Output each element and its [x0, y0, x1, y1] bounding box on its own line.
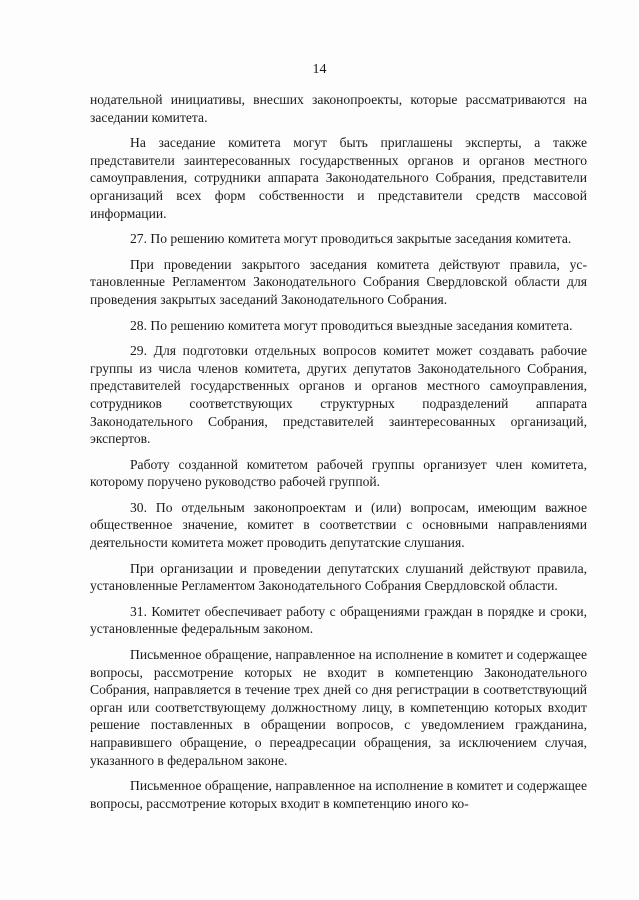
- paragraph-hearings-rules: При организации и проведении депутатских слушаний действуют правила, установленные Регламентом Законодательного Собрания Свердловской области.: [90, 560, 587, 594]
- paragraph-item-30: 30. По отдельным законопроектам и (или) вопросам, имеющим важное общественное значение, комитет в соответствии с основными направлениями деятельности комитета может проводить депутатские слушания.: [90, 499, 587, 551]
- paragraph-continuation: нодательной инициативы, внесших законопроекты, которые рассматриваются на заседании комитета.: [90, 92, 587, 125]
- paragraph-item-28: 28. По решению комитета могут проводиться выездные заседания комитета.: [130, 317, 573, 333]
- paragraph-item-29: 29. Для подготовки отдельных вопросов комитет может создавать рабочие группы из числа членов комитета, других депутатов Законодательного Собрания, представителей государственных органов и органов местного самоуправления, сотрудников соответствующих структурных подразделений аппарата Законодательного Собрания, представителей заинтересованных организаций, экспертов.: [90, 343, 587, 447]
- document-body: [90, 91, 587, 820]
- paragraph-item-31: 31. Комитет обеспечивает работу с обращениями граждан в порядке и сроки, установленные федеральным законом.: [90, 603, 587, 637]
- page-number: 14: [312, 62, 327, 77]
- paragraph-working-group-lead: Работу созданной комитетом рабочей группы организует член комитета, которому поручено руководство рабочей группой.: [90, 456, 587, 490]
- paragraph-other-authority-appeals: Письменное обращение, направленное на исполнение в комитет и содержащее вопросы, рассмотрение которых входит в компетенцию иного ко-: [90, 778, 587, 811]
- paragraph-redirected-appeals: Письменное обращение, направленное на исполнение в комитет и содержащее вопросы, рассмотрение которых не входит в компетенцию Законодательного Собрания, направляется в течение трех дней со дня регистрации в соответствующий орган или соответствующему должностному лицу, в компетенцию которых входит решение поставленных в обращении вопросов, с уведомлением гражданина, направившего обращение, о переадресации обращения, за исключением случая, указанного в федеральном законе.: [90, 647, 587, 768]
- paragraph-closed-session-rules: При проведении закрытого заседания комитета действуют правила, установленные Регламентом Законодательного Собрания Свердловской области для проведения закрытых заседаний Законодательного Собрания.: [90, 256, 587, 307]
- paragraph-item-27: 27. По решению комитета могут проводиться закрытые заседания комитета.: [130, 231, 572, 247]
- paragraph-invited-participants: На заседание комитета могут быть приглашены эксперты, а также представители заинтересованных государственных органов и органов местного самоуправления, сотрудники аппарата Законодательного Собрания, представители организаций всех форм собственности и представители средств массовой информации.: [90, 135, 587, 221]
